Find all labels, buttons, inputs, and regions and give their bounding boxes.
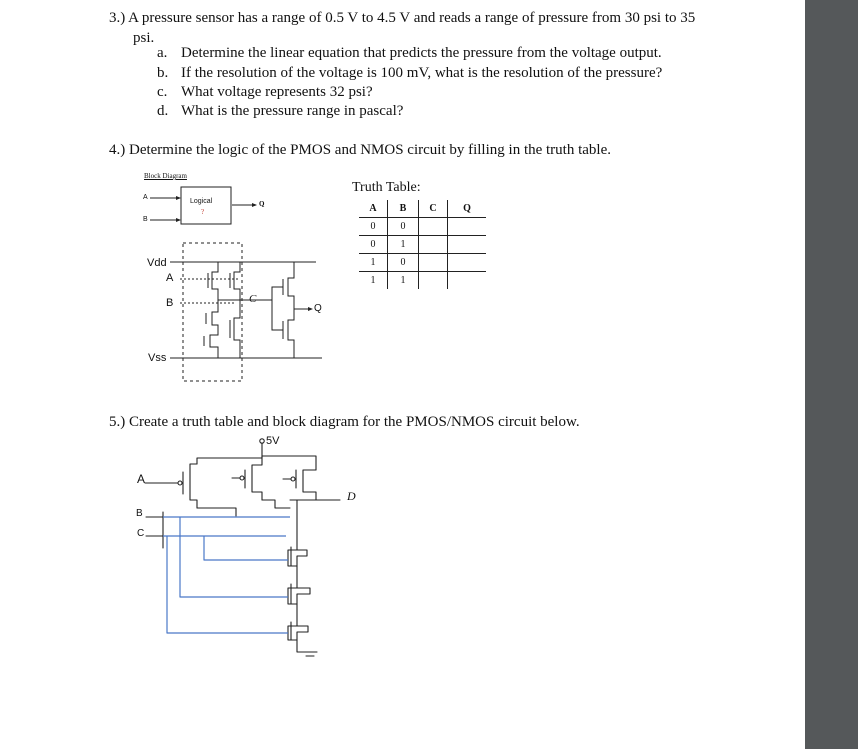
circuit-vss-label: Vss — [148, 352, 167, 364]
pmos-series-wire-1 — [197, 508, 236, 516]
pmos-a-bubble — [178, 481, 182, 485]
header-b: B — [388, 200, 419, 218]
cell-b: 0 — [388, 218, 419, 236]
part-text: If the resolution of the voltage is 100 mV, what is the resolution of the pressure? — [181, 65, 663, 81]
hand-input-a-label: A — [137, 472, 146, 486]
cell-b: 1 — [388, 272, 419, 290]
part-label: c. — [157, 84, 168, 100]
pmos-b-channel — [252, 459, 262, 500]
nmos-body-2 — [288, 588, 297, 604]
top-rail — [197, 456, 316, 470]
question-3-text-continued: psi. — [133, 30, 155, 46]
pmos-series-wire-2 — [262, 500, 290, 508]
circuit-q-label: Q — [314, 303, 322, 314]
circuit-vdd-label: Vdd — [147, 257, 167, 269]
pmos-a-channel — [190, 464, 197, 508]
header-q: Q — [448, 200, 487, 218]
pmos-b-bubble — [240, 476, 244, 480]
header-c: C — [419, 200, 448, 218]
viewer-side-panel — [805, 0, 858, 749]
hand-input-b-label: B — [136, 508, 143, 519]
part-label: a. — [157, 45, 168, 61]
part-label: d. — [157, 103, 169, 119]
blue-wire-gate-3 — [167, 536, 288, 633]
question-4-text: 4.) Determine the logic of the PMOS and NMOS circuit by filling in the truth table. — [109, 142, 611, 158]
supply-5v-label: 5V — [266, 435, 280, 447]
truth-table-title: Truth Table: — [352, 180, 421, 195]
blue-wire-gate-1 — [204, 536, 288, 560]
cell-a: 0 — [359, 218, 388, 236]
cell-a: 1 — [359, 254, 388, 272]
question-5-text: 5.) Create a truth table and block diagram for the PMOS/NMOS circuit below. — [109, 414, 580, 430]
part-text: Determine the linear equation that predicts the pressure from the voltage output. — [181, 45, 662, 61]
block-diagram-title: Block Diagram — [144, 172, 187, 180]
block-box-label: Logical — [190, 198, 213, 205]
circuit-c-label: C — [249, 293, 257, 305]
block-output-q-label: Q — [259, 200, 265, 208]
circuit-b-label: B — [166, 297, 174, 309]
hand-input-c-label: C — [137, 528, 145, 539]
part-text: What voltage represents 32 psi? — [181, 84, 373, 100]
question-3-text: 3.) A pressure sensor has a range of 0.5 V to 4.5 V and reads a range of pressure from 30 psi to 35 — [109, 10, 696, 26]
pmos-c-channel — [303, 470, 316, 500]
part-label: b. — [157, 65, 169, 81]
block-input-a-label: A — [143, 194, 148, 201]
pmos-c-bubble — [291, 477, 295, 481]
hand-output-d-label: D — [347, 489, 356, 503]
cell-b: 0 — [388, 254, 419, 272]
circuit-a-label: A — [166, 272, 174, 284]
blue-wire-gate-2 — [180, 517, 288, 597]
nmos-body-3 — [288, 626, 297, 640]
nmos-body-1 — [288, 550, 297, 566]
cell-a: 1 — [370, 275, 376, 286]
block-input-b-label: B — [143, 216, 148, 223]
cell-a: 0 — [359, 236, 388, 254]
part-text: What is the pressure range in pascal? — [181, 103, 404, 119]
block-box-unknown: ? — [201, 208, 205, 216]
header-a: A — [359, 200, 388, 218]
nmos-stack — [297, 500, 310, 652]
cell-b: 1 — [388, 236, 419, 254]
